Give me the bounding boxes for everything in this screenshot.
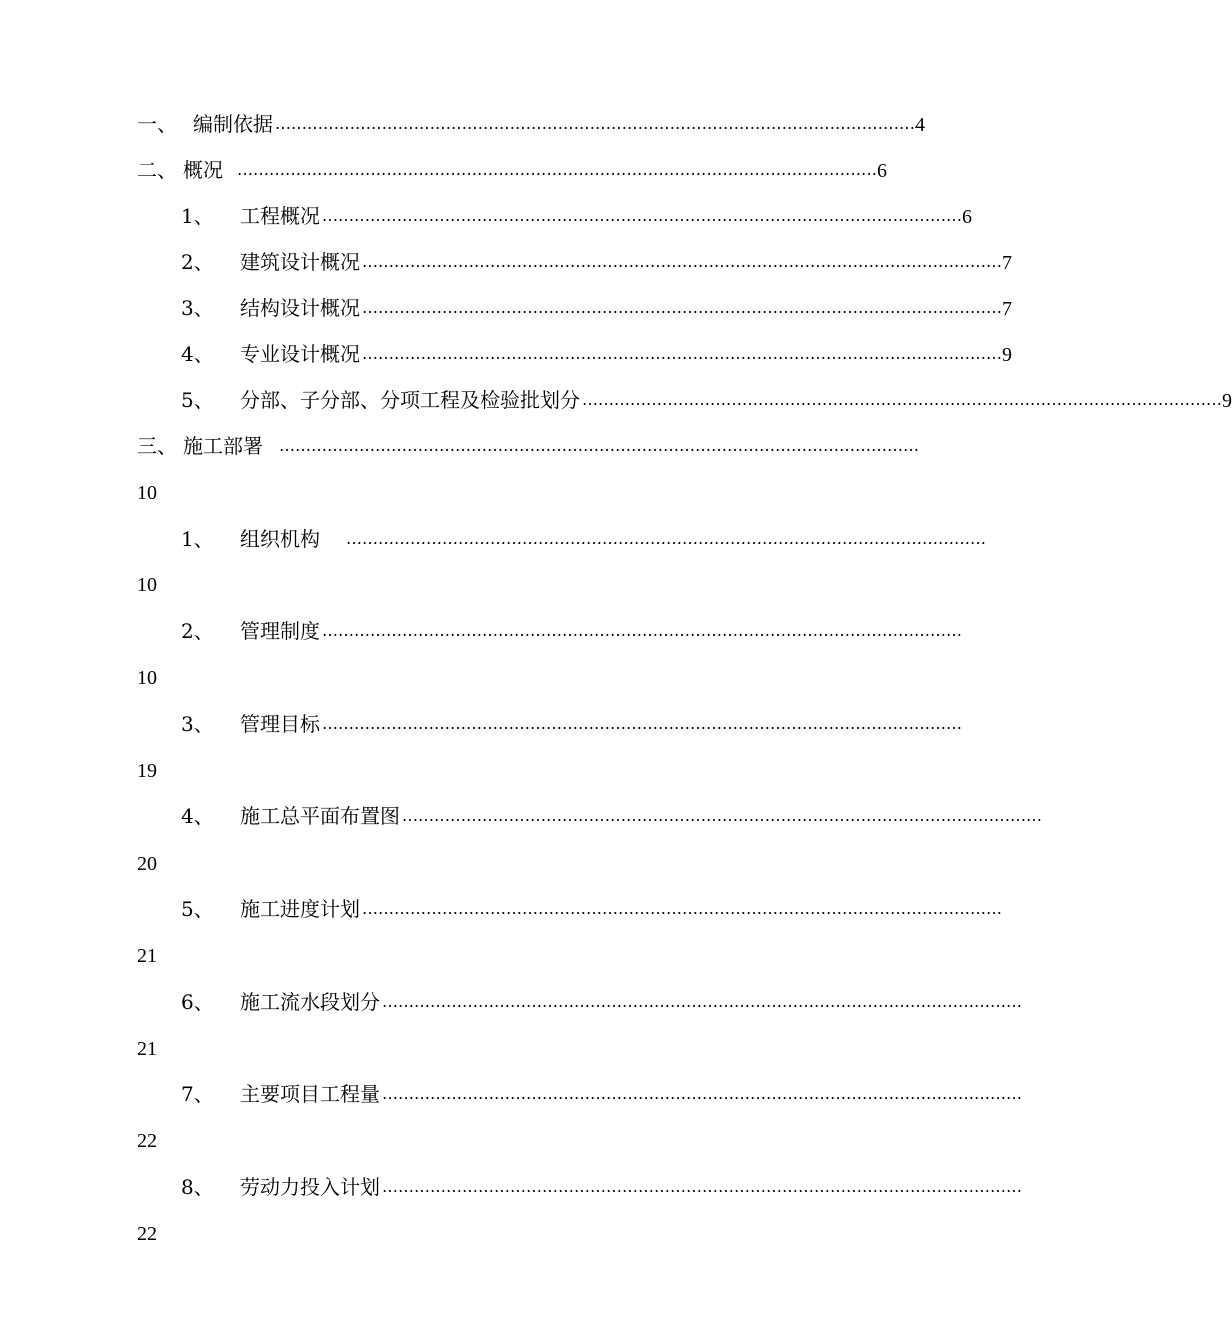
toc-entry-title: 施工总平面布置图 <box>240 804 400 828</box>
dot-leader: ………………………………………………………………………………………………………… <box>582 390 1222 409</box>
dot-leader: ………………………………………………………………………………………………………… <box>346 529 986 548</box>
toc-entry-title: 编制依据 <box>193 112 273 136</box>
toc-entry-title: 施工进度计划 <box>240 897 360 921</box>
toc-entry[interactable] <box>181 524 986 554</box>
toc-entry-number: 4、 <box>181 804 214 828</box>
toc-entry-title: 分部、子分部、分项工程及检验批划分 <box>240 388 580 412</box>
toc-entry-number: 三、 <box>137 434 177 458</box>
toc-entry-page: 21 <box>137 945 157 967</box>
toc-entry-number: 3、 <box>181 296 214 320</box>
toc-entry-title: 概况 <box>183 158 223 182</box>
toc-entry-page: 7 <box>1002 298 1012 320</box>
toc-entry[interactable] <box>181 894 1002 924</box>
toc-entry-page: 4 <box>915 114 925 136</box>
dot-leader: ………………………………………………………………………………………………………… <box>322 714 962 733</box>
dot-leader: ………………………………………………………………………………………………………… <box>279 436 919 455</box>
dot-leader: ………………………………………………………………………………………………………… <box>382 1084 1022 1103</box>
toc-entry[interactable] <box>181 801 1042 831</box>
toc-entry[interactable] <box>181 247 1012 277</box>
toc-entry-title: 施工流水段划分 <box>240 990 380 1014</box>
toc-entry[interactable] <box>181 1079 1022 1109</box>
toc-entry-page: 9 <box>1222 390 1232 412</box>
toc-entry-page: 22 <box>137 1130 157 1152</box>
toc-entry-page: 6 <box>877 160 887 182</box>
toc-entry[interactable] <box>181 1172 1022 1202</box>
toc-entry[interactable] <box>181 987 1022 1017</box>
toc-entry-page: 10 <box>137 482 157 504</box>
toc-entry-page: 10 <box>137 667 157 689</box>
toc-entry-title: 施工部署 <box>183 434 263 458</box>
toc-entry-page: 22 <box>137 1223 157 1245</box>
toc-entry-number: 1、 <box>181 527 214 551</box>
toc-entry-title: 主要项目工程量 <box>240 1082 380 1106</box>
dot-leader: ………………………………………………………………………………………………………… <box>362 899 1002 918</box>
dot-leader: ………………………………………………………………………………………………………… <box>237 160 877 179</box>
dot-leader: ………………………………………………………………………………………………………… <box>322 621 962 640</box>
toc-entry-page: 21 <box>137 1038 157 1060</box>
toc-entry-number: 7、 <box>181 1082 214 1106</box>
toc-entry-page: 6 <box>962 206 972 228</box>
toc-entry-page: 7 <box>1002 252 1012 274</box>
toc-entry-number: 2、 <box>181 619 214 643</box>
toc-entry[interactable] <box>181 385 1232 415</box>
dot-leader: ………………………………………………………………………………………………………… <box>362 344 1002 363</box>
toc-entry-page: 20 <box>137 853 157 875</box>
toc-entry-title: 建筑设计概况 <box>240 250 360 274</box>
toc-entry[interactable] <box>181 339 1012 369</box>
toc-entry-title: 劳动力投入计划 <box>240 1175 380 1199</box>
toc-entry-number: 2、 <box>181 250 214 274</box>
dot-leader: ………………………………………………………………………………………………………… <box>362 252 1002 271</box>
toc-entry-number: 二、 <box>137 158 177 182</box>
dot-leader: ………………………………………………………………………………………………………… <box>322 206 962 225</box>
dot-leader: ………………………………………………………………………………………………………… <box>382 992 1022 1011</box>
toc-entry-title: 管理制度 <box>240 619 320 643</box>
toc-entry[interactable] <box>137 431 919 461</box>
dot-leader: ………………………………………………………………………………………………………… <box>275 114 915 133</box>
dot-leader: ………………………………………………………………………………………………………… <box>362 298 1002 317</box>
toc-entry-page: 19 <box>137 760 157 782</box>
toc-entry-title: 专业设计概况 <box>240 342 360 366</box>
toc-entry-page: 9 <box>1002 344 1012 366</box>
toc-entry[interactable] <box>181 201 972 231</box>
toc-entry-number: 3、 <box>181 712 214 736</box>
toc-entry-number: 5、 <box>181 388 214 412</box>
toc-entry[interactable] <box>137 109 925 139</box>
toc-entry-number: 6、 <box>181 990 214 1014</box>
toc-entry-number: 一、 <box>137 112 177 136</box>
toc-entry-page: 10 <box>137 574 157 596</box>
toc-entry-number: 4、 <box>181 342 214 366</box>
toc-entry[interactable] <box>181 293 1012 323</box>
toc-entry-title: 管理目标 <box>240 712 320 736</box>
toc-entry-number: 1、 <box>181 204 214 228</box>
toc-entry[interactable] <box>181 616 962 646</box>
toc-entry-number: 8、 <box>181 1175 214 1199</box>
toc-entry-title: 工程概况 <box>240 204 320 228</box>
dot-leader: ………………………………………………………………………………………………………… <box>402 806 1042 825</box>
toc-entry-number: 5、 <box>181 897 214 921</box>
toc-entry[interactable] <box>181 709 962 739</box>
toc-entry-title: 组织机构 <box>240 527 320 551</box>
dot-leader: ………………………………………………………………………………………………………… <box>382 1177 1022 1196</box>
toc-entry-title: 结构设计概况 <box>240 296 360 320</box>
toc-entry[interactable] <box>137 155 887 185</box>
